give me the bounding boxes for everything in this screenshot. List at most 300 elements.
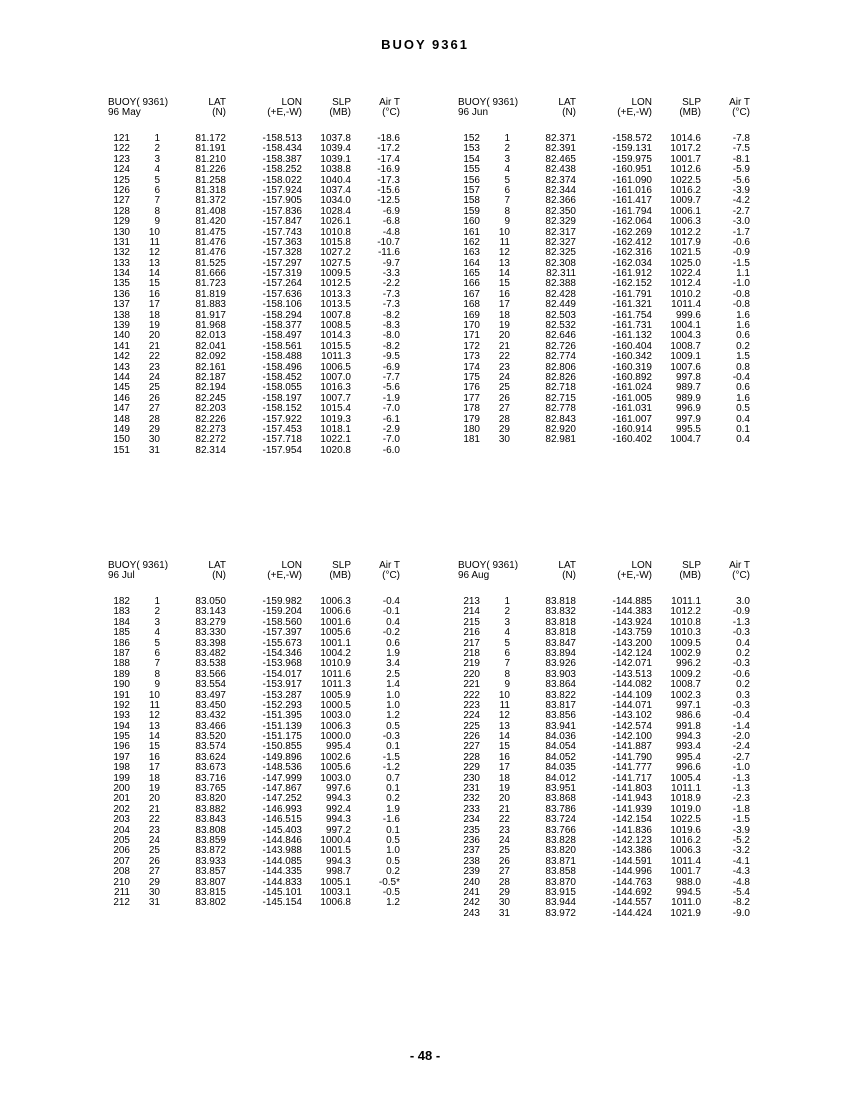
cell-day: 11	[149, 236, 160, 248]
cell-lon: -157.297	[262, 257, 302, 269]
cell-slp: 1010.3	[670, 627, 701, 639]
table-row	[460, 165, 760, 175]
cell-day: 27	[498, 403, 510, 415]
cell-day-of-year: 159	[463, 205, 480, 217]
cell-day: 23	[498, 824, 510, 836]
cell-day-of-year: 184	[113, 616, 130, 628]
cell-day: 3	[504, 153, 510, 165]
cell-air-temp: 1.2	[386, 710, 400, 722]
cell-lat: 83.724	[545, 814, 576, 826]
cell-air-temp: -2.0	[732, 731, 750, 743]
cell-day-of-year: 221	[463, 679, 480, 691]
cell-day-of-year: 203	[113, 814, 130, 826]
cell-day: 19	[498, 783, 510, 795]
cell-air-temp: -18.6	[377, 133, 400, 144]
cell-day-of-year: 137	[113, 299, 130, 311]
cell-air-temp: -8.2	[732, 897, 750, 909]
cell-day-of-year: 153	[463, 143, 480, 155]
cell-air-temp: -0.4	[382, 596, 400, 607]
cell-air-temp: -1.5	[732, 257, 750, 269]
cell-day-of-year: 143	[113, 361, 130, 373]
cell-lat: 83.818	[545, 616, 576, 628]
cell-lat: 83.815	[195, 886, 226, 898]
cell-day: 6	[504, 184, 510, 196]
cell-air-temp: 1.9	[386, 803, 400, 815]
cell-air-temp: -8.2	[382, 309, 400, 321]
cell-day-of-year: 239	[463, 866, 480, 878]
cell-day-of-year: 146	[113, 392, 130, 404]
table-row	[460, 909, 760, 919]
cell-lon: -144.085	[262, 855, 302, 867]
cell-day-of-year: 162	[463, 236, 480, 248]
cell-slp: 1001.1	[320, 637, 351, 649]
cell-air-temp: -3.3	[382, 268, 400, 280]
cell-day: 17	[148, 762, 160, 774]
cell-slp: 1016.2	[670, 834, 701, 846]
cell-day-of-year: 210	[113, 876, 130, 888]
cell-day-of-year: 169	[463, 309, 480, 321]
cell-lat: 83.554	[195, 679, 226, 691]
header-lon-unit: (+E,-W)	[267, 570, 302, 581]
cell-day: 15	[148, 741, 160, 753]
cell-slp: 1038.8	[320, 164, 351, 176]
cell-air-temp: 1.6	[736, 320, 750, 332]
cell-lat: 83.856	[545, 710, 576, 722]
cell-slp: 1028.4	[320, 205, 351, 217]
cell-lon: -158.452	[262, 371, 302, 383]
cell-slp: 1005.6	[320, 762, 351, 774]
cell-day: 27	[148, 403, 160, 415]
header-slp: SLP	[682, 97, 701, 108]
cell-day-of-year: 133	[113, 257, 130, 269]
cell-day-of-year: 187	[113, 647, 130, 659]
cell-lat: 83.882	[195, 803, 226, 815]
cell-day-of-year: 142	[113, 351, 130, 363]
table-header	[110, 98, 410, 119]
header-lat-unit: (N)	[212, 570, 226, 581]
cell-day: 17	[498, 762, 510, 774]
cell-lon: -144.424	[612, 907, 652, 919]
cell-air-temp: 0.6	[736, 382, 750, 394]
cell-day: 10	[148, 226, 160, 238]
cell-day-of-year: 161	[463, 226, 480, 238]
cell-day-of-year: 222	[463, 689, 480, 701]
cell-day-of-year: 202	[113, 803, 130, 815]
cell-day-of-year: 191	[113, 689, 130, 701]
cell-slp: 1022.5	[670, 174, 701, 186]
header-buoy: BUOY( 9361)	[458, 560, 519, 571]
cell-slp: 1037.8	[320, 133, 351, 144]
cell-slp: 1039.1	[320, 153, 351, 165]
cell-lon: -151.175	[262, 731, 302, 743]
cell-lat: 82.308	[545, 257, 576, 269]
cell-air-temp: -4.3	[732, 866, 750, 878]
cell-day: 2	[154, 143, 160, 155]
cell-slp: 1034.0	[320, 195, 351, 207]
cell-day-of-year: 212	[113, 897, 130, 909]
cell-day-of-year: 229	[463, 762, 480, 774]
cell-lat: 83.538	[195, 658, 226, 670]
cell-lon: -152.293	[262, 699, 302, 711]
cell-day: 3	[154, 616, 160, 628]
cell-day: 7	[504, 195, 510, 207]
cell-lon: -157.636	[262, 288, 302, 300]
cell-slp: 1015.8	[320, 236, 351, 248]
cell-lon: -161.912	[612, 268, 652, 280]
cell-lon: -162.316	[612, 247, 652, 259]
cell-lat: 81.723	[195, 278, 226, 290]
cell-air-temp: -7.3	[382, 299, 400, 311]
cell-lat: 82.194	[195, 382, 226, 394]
cell-lat: 83.951	[545, 783, 576, 795]
cell-lon: -143.513	[612, 668, 652, 680]
cell-day: 24	[148, 834, 160, 846]
cell-day: 23	[148, 824, 160, 836]
cell-day: 20	[498, 793, 510, 805]
cell-lat: 83.050	[195, 596, 226, 607]
cell-day: 7	[504, 658, 510, 670]
cell-air-temp: 3.4	[386, 658, 400, 670]
cell-lat: 81.408	[195, 205, 226, 217]
cell-slp: 1004.3	[670, 330, 701, 342]
cell-air-temp: -1.9	[382, 392, 400, 404]
cell-day: 1	[504, 596, 510, 607]
cell-lat: 83.894	[545, 647, 576, 659]
cell-day: 12	[498, 247, 510, 259]
cell-lon: -153.917	[262, 679, 302, 691]
cell-air-temp: 0.6	[736, 330, 750, 342]
cell-lat: 83.398	[195, 637, 226, 649]
cell-day-of-year: 135	[113, 278, 130, 290]
cell-slp: 1027.5	[320, 257, 351, 269]
cell-lon: -161.794	[612, 205, 652, 217]
cell-air-temp: -2.3	[732, 793, 750, 805]
cell-day-of-year: 211	[114, 886, 130, 898]
cell-lat: 82.726	[545, 340, 576, 352]
cell-lon: -147.999	[262, 772, 302, 784]
cell-day: 2	[504, 606, 510, 618]
table-row	[460, 404, 760, 414]
cell-day-of-year: 235	[463, 824, 480, 836]
cell-lon: -144.996	[612, 866, 652, 878]
cell-air-temp: -0.4	[732, 710, 750, 722]
header-lat-unit: (N)	[562, 107, 576, 118]
table-row	[460, 435, 760, 445]
cell-slp: 1006.8	[320, 897, 351, 909]
cell-air-temp: -5.2	[732, 834, 750, 846]
cell-air-temp: -6.0	[382, 444, 400, 456]
cell-slp: 1020.8	[320, 444, 351, 456]
cell-lat: 83.765	[195, 783, 226, 795]
cell-slp: 1006.3	[670, 216, 701, 228]
cell-slp: 1037.4	[320, 184, 351, 196]
cell-lon: -157.836	[262, 205, 302, 217]
cell-day: 28	[498, 413, 510, 425]
cell-lat: 83.574	[195, 741, 226, 753]
cell-day-of-year: 198	[113, 762, 130, 774]
header-slp: SLP	[332, 97, 351, 108]
header-slp-unit: (MB)	[679, 107, 701, 118]
cell-lat: 82.366	[545, 195, 576, 207]
cell-slp: 993.4	[675, 741, 701, 753]
cell-day-of-year: 175	[463, 371, 480, 383]
cell-day: 31	[148, 897, 160, 909]
table-row	[110, 680, 410, 690]
cell-lat: 81.883	[195, 299, 226, 311]
cell-slp: 1007.6	[670, 361, 701, 373]
cell-day: 4	[154, 627, 160, 639]
cell-day-of-year: 139	[113, 320, 130, 332]
cell-day: 30	[148, 886, 160, 898]
cell-day: 26	[498, 392, 510, 404]
cell-day-of-year: 121	[113, 133, 130, 144]
cell-air-temp: -11.6	[377, 247, 400, 259]
cell-air-temp: -9.0	[732, 907, 750, 919]
cell-day: 2	[154, 606, 160, 618]
cell-slp: 1009.1	[670, 351, 701, 363]
cell-slp: 1015.4	[320, 403, 351, 415]
cell-day: 3	[154, 153, 160, 165]
cell-day-of-year: 243	[463, 907, 480, 919]
cell-lat: 83.466	[195, 720, 226, 732]
cell-slp: 1012.2	[670, 226, 701, 238]
cell-air-temp: -7.3	[382, 288, 400, 300]
cell-slp: 1011.4	[671, 299, 701, 311]
cell-day-of-year: 170	[463, 320, 480, 332]
cell-lon: -155.673	[262, 637, 302, 649]
cell-day: 24	[498, 834, 510, 846]
cell-day-of-year: 205	[113, 834, 130, 846]
cell-lon: -158.197	[262, 392, 302, 404]
cell-day: 9	[154, 679, 160, 691]
cell-air-temp: 0.5	[386, 720, 400, 732]
cell-day: 23	[498, 361, 510, 373]
cell-lat: 83.857	[195, 866, 226, 878]
cell-day: 13	[498, 257, 510, 269]
cell-lon: -141.887	[612, 741, 652, 753]
cell-lat: 81.819	[195, 288, 226, 300]
header-lat: LAT	[208, 97, 226, 108]
cell-day: 20	[148, 793, 160, 805]
cell-slp: 1013.3	[320, 288, 351, 300]
cell-day-of-year: 148	[113, 413, 130, 425]
header-lat: LAT	[558, 560, 576, 571]
cell-lon: -143.988	[262, 845, 302, 857]
cell-slp: 1016.2	[670, 184, 701, 196]
cell-day-of-year: 194	[113, 720, 130, 732]
cell-lon: -157.363	[262, 236, 302, 248]
cell-day: 6	[154, 647, 160, 659]
cell-slp: 997.2	[325, 824, 351, 836]
cell-air-temp: -0.2	[382, 627, 400, 639]
cell-day-of-year: 129	[113, 216, 130, 228]
cell-slp: 1014.6	[670, 133, 701, 144]
cell-day-of-year: 238	[463, 855, 480, 867]
cell-lon: -141.943	[612, 793, 652, 805]
cell-lat: 83.482	[195, 647, 226, 659]
cell-air-temp: -16.9	[377, 164, 400, 176]
cell-lon: -158.496	[262, 361, 302, 373]
cell-day: 26	[148, 392, 160, 404]
cell-day-of-year: 178	[463, 403, 480, 415]
cell-lat: 83.807	[195, 876, 226, 888]
cell-lat: 83.716	[195, 772, 226, 784]
cell-lon: -160.402	[612, 434, 652, 446]
cell-lat: 82.273	[195, 423, 226, 435]
cell-slp: 1006.3	[320, 720, 351, 732]
cell-slp: 1001.7	[670, 866, 701, 878]
cell-lon: -141.777	[612, 762, 652, 774]
cell-air-temp: 0.4	[736, 413, 750, 425]
header-period: 96 May	[108, 107, 141, 118]
cell-air-temp: -2.7	[732, 205, 750, 217]
cell-lat: 82.187	[195, 371, 226, 383]
cell-air-temp: -0.9	[732, 247, 750, 259]
cell-lat: 82.245	[195, 392, 226, 404]
cell-air-temp: 1.2	[386, 897, 400, 909]
cell-air-temp: -9.7	[382, 257, 400, 269]
cell-day: 15	[148, 278, 160, 290]
cell-slp: 1025.0	[670, 257, 701, 269]
cell-lon: -159.131	[612, 143, 652, 155]
cell-lat: 83.624	[195, 751, 226, 763]
cell-day: 22	[148, 814, 160, 826]
cell-air-temp: -15.6	[377, 184, 400, 196]
cell-lat: 84.012	[545, 772, 576, 784]
cell-air-temp: 1.0	[386, 845, 400, 857]
cell-day: 20	[148, 330, 160, 342]
cell-lat: 82.311	[546, 268, 576, 280]
cell-slp: 996.6	[675, 762, 701, 774]
cell-day-of-year: 165	[463, 268, 480, 280]
cell-air-temp: -6.9	[382, 205, 400, 217]
cell-day-of-year: 173	[463, 351, 480, 363]
cell-day: 18	[498, 772, 510, 784]
cell-day-of-year: 145	[113, 382, 130, 394]
header-lon: LON	[631, 560, 652, 571]
cell-day-of-year: 207	[113, 855, 130, 867]
cell-day: 26	[148, 855, 160, 867]
cell-air-temp: -4.2	[732, 195, 750, 207]
cell-lon: -158.055	[262, 382, 302, 394]
cell-slp: 1005.4	[670, 772, 701, 784]
cell-air-temp: 0.8	[736, 361, 750, 373]
header-buoy: BUOY( 9361)	[458, 97, 519, 108]
cell-slp: 1018.9	[670, 793, 701, 805]
cell-lat: 82.161	[195, 361, 226, 373]
cell-slp: 1019.3	[320, 413, 351, 425]
cell-air-temp: -17.2	[377, 143, 400, 155]
cell-lat: 81.172	[195, 133, 226, 144]
cell-air-temp: -0.3	[732, 627, 750, 639]
cell-slp: 998.7	[325, 866, 351, 878]
cell-lon: -161.731	[612, 320, 652, 332]
cell-day-of-year: 228	[463, 751, 480, 763]
cell-day-of-year: 188	[113, 658, 130, 670]
cell-day: 22	[498, 814, 510, 826]
header-air-temp: Air T	[729, 560, 750, 571]
cell-slp: 1014.3	[320, 330, 351, 342]
cell-lon: -142.154	[612, 814, 652, 826]
cell-day-of-year: 156	[463, 174, 480, 186]
cell-lat: 82.646	[545, 330, 576, 342]
cell-day-of-year: 154	[463, 153, 480, 165]
cell-air-temp: -0.5*	[378, 876, 400, 888]
cell-day-of-year: 232	[463, 793, 480, 805]
cell-day: 6	[504, 647, 510, 659]
cell-air-temp: -8.1	[732, 153, 750, 165]
cell-lat: 84.036	[545, 731, 576, 743]
cell-day: 30	[498, 434, 510, 446]
cell-air-temp: -0.6	[732, 668, 750, 680]
header-slp: SLP	[332, 560, 351, 571]
cell-day: 15	[498, 278, 510, 290]
cell-day-of-year: 134	[113, 268, 130, 280]
cell-lon: -157.743	[262, 226, 302, 238]
cell-lon: -160.892	[612, 371, 652, 383]
cell-slp: 1022.1	[320, 434, 351, 446]
cell-lon: -144.071	[612, 699, 652, 711]
table-row	[460, 628, 760, 638]
cell-day-of-year: 125	[113, 174, 130, 186]
cell-lat: 82.843	[545, 413, 576, 425]
cell-slp: 1017.9	[670, 236, 701, 248]
cell-day-of-year: 189	[113, 668, 130, 680]
cell-day: 9	[154, 216, 160, 228]
cell-air-temp: 0.3	[736, 689, 750, 701]
cell-lon: -161.791	[612, 288, 652, 300]
cell-air-temp: 0.5	[386, 855, 400, 867]
cell-lat: 82.778	[545, 403, 576, 415]
cell-air-temp: 0.2	[386, 866, 400, 878]
cell-day-of-year: 234	[463, 814, 480, 826]
cell-day-of-year: 224	[463, 710, 480, 722]
cell-slp: 1009.5	[320, 268, 351, 280]
cell-lat: 83.497	[195, 689, 226, 701]
cell-lon: -143.759	[612, 627, 652, 639]
header-air-temp-unit: (°C)	[732, 107, 750, 118]
cell-lon: -157.847	[262, 216, 302, 228]
cell-day-of-year: 171	[463, 330, 480, 342]
cell-lon: -144.846	[262, 834, 302, 846]
table-aug	[460, 561, 760, 919]
cell-lat: 83.143	[195, 606, 226, 618]
cell-air-temp: -0.3	[732, 699, 750, 711]
cell-lat: 83.432	[195, 710, 226, 722]
cell-lon: -144.109	[612, 689, 652, 701]
cell-day: 1	[504, 133, 510, 144]
cell-lon: -158.252	[262, 164, 302, 176]
cell-slp: 1022.5	[670, 814, 701, 826]
cell-day-of-year: 157	[463, 184, 480, 196]
cell-slp: 1002.6	[320, 751, 351, 763]
cell-day-of-year: 144	[113, 371, 130, 383]
cell-day: 5	[154, 174, 160, 186]
cell-day: 24	[498, 371, 510, 383]
cell-air-temp: -0.4	[732, 371, 750, 383]
cell-lon: -158.387	[262, 153, 302, 165]
cell-lon: -144.383	[612, 606, 652, 618]
cell-day-of-year: 183	[113, 606, 130, 618]
header-lon: LON	[281, 560, 302, 571]
cell-lat: 83.817	[545, 699, 576, 711]
cell-lat: 83.870	[545, 876, 576, 888]
cell-day: 22	[498, 351, 510, 363]
cell-lon: -158.488	[262, 351, 302, 363]
cell-day-of-year: 163	[463, 247, 480, 259]
cell-lon: -162.152	[612, 278, 652, 290]
cell-day: 21	[148, 803, 160, 815]
